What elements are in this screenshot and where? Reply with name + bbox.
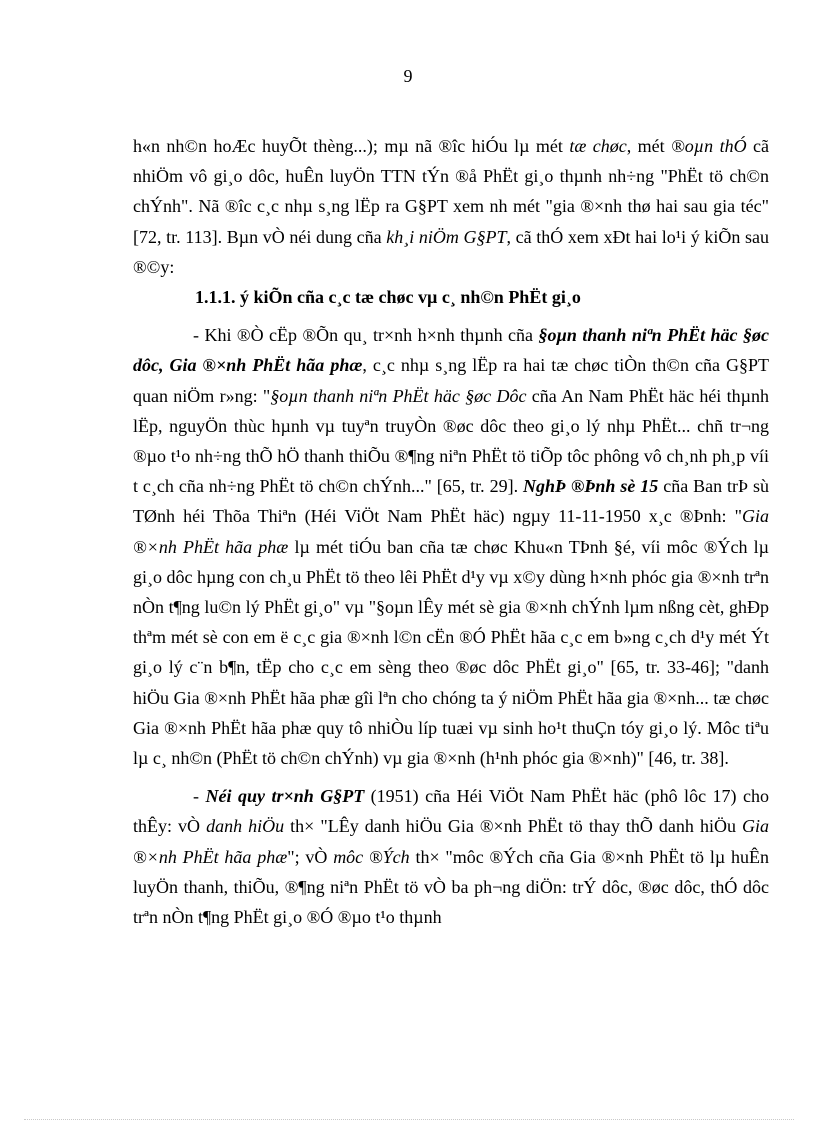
p2-bold-italic-1: Néi quy tr×nh G§PT (205, 786, 365, 807)
p1-text-2: , c¸c nhµ s¸ng lËp ra hai tæ chøc tiÒn th©n cña G§PT quan niÖm r»ng: " (133, 355, 770, 406)
p2-text-2: (1951) cña Héi ViÖt Nam PhËt häc (phô lôc 17) cho thÊy: vÒ (133, 786, 770, 837)
p1-text-1: - Khi ®Ò cËp ®Õn qu¸ tr×nh h×nh thµnh cña (193, 325, 539, 346)
p1-bold-italic-2: NghÞ ®Þnh sè 15 (523, 476, 659, 497)
p2-italic-1: danh hiÖu (206, 816, 285, 837)
intro-paragraph (133, 131, 769, 282)
intro-text-4: , cã thÓ xem xÐt hai lo¹i ý kiÕn sau ®©y: (133, 226, 769, 277)
intro-text-1: h«n nh©n hoÆc huyÕt thèng...); mµ nã ®îc hiÓu lµ mét (133, 136, 570, 156)
p2-text-4: "; vÒ (287, 846, 334, 867)
intro-text-2: , mét (626, 136, 672, 156)
p1-text-3: cña An Nam PhËt häc héi thµnh lËp, nguyÖn thùc hµnh vµ tuyªn truyÒn ®øc dôc theo gi¸o lý nhµ PhËt... chñ tr¬ng ®µo t¹o nh÷ng thÕ hÖ thanh thiÕu ®¶ng niªn PhËt tö tiÕp tôc phông vô ch¸nh ph¸p víi t c¸ch cña nh÷ng PhËt tö ch©n chÝnh..." [65, tr. 29]. (133, 385, 769, 497)
paragraph-2 (133, 781, 769, 932)
p2-italic-2: Gia ®×nh PhËt hãa phæ (133, 816, 769, 867)
p2-text-5: th× "môc ®Ých cña Gia ®×nh PhËt tö lµ huÊn luyÖn thanh, thiÕu, ®¶ng niªn PhËt tö vÒ ba ph¬ng diÖn: trÝ dôc, ®øc dôc, thÓ dôc trªn nÒn t¶ng PhËt gi¸o ®Ó ®µo t¹o thµnh (133, 846, 769, 928)
p2-italic-3: môc ®Ých (333, 846, 410, 867)
body-text (133, 131, 769, 932)
intro-text-3: cã nhiÖm vô gi¸o dôc, huÊn luyÖn TTN tÝn ®å PhËt gi¸o thµnh nh÷ng "PhËt tö ch©n chÝnh". Nã ®îc c¸c nhµ s¸ng lËp ra G§PT xem nh mét "gia ®×nh thø hai sau gia téc" [72, tr. 113]. Bµn vÒ néi dung cña (133, 136, 769, 247)
intro-italic-term-2: ®oµn thÓ (671, 136, 747, 156)
intro-italic-term-3: kh¸i niÖm G§PT (386, 226, 507, 247)
page-number: 9 (403, 66, 413, 86)
p1-text-4: cña Ban trÞ sù TØnh héi Thõa Thiªn (Héi ViÖt Nam PhËt häc) ngµy 11-11-1950 x¸c ®Þnh: " (133, 476, 769, 527)
paragraph-1 (133, 320, 769, 773)
intro-italic-term-1: tæ chøc (569, 136, 627, 156)
p1-bold-italic-1: §oµn thanh niªn PhËt häc §øc dôc, Gia ®×nh PhËt hãa phæ (133, 325, 769, 376)
page-bottom-divider (24, 1119, 794, 1120)
p2-text-1: - (193, 786, 206, 807)
section-heading: 1.1.1. ý kiÕn cña c¸c tæ chøc vµ c¸ nh©n PhËt gi¸o (195, 287, 581, 308)
p1-italic-2: Gia ®×nh PhËt hãa phæ (133, 506, 769, 557)
p1-text-5: lµ mét tiÓu ban cña tæ chøc Khu«n TÞnh §é, víi môc ®Ých lµ gi¸o dôc hµng con ch¸u PhËt tö theo lêi PhËt d¹y vµ x©y dùng h×nh phóc gia ®×nh trªn nÒn t¶ng lu©n lý PhËt gi¸o" vµ "§oµn lÊy mét sè gia ®×nh chÝnh lµm nßng cèt, ghÐp thªm mét sè con em ë c¸c gia ®×nh l©n cËn ®Ó PhËt hãa c¸c em b»ng c¸ch d¹y mét Ýt gi¸o lý c¨n b¶n, tËp cho c¸c em sèng theo ®øc dôc PhËt gi¸o" [65, tr. 33-46]; "danh hiÖu Gia ®×nh PhËt hãa phæ gîi lªn cho chóng ta ý niÖm PhËt hãa gia ®×nh... tæ chøc Gia ®×nh PhËt hãa phæ quy tô nhiÒu líp tuæi vµ sinh ho¹t thuÇn tóy gi¸o lý. Môc tiªu lµ c¸ nh©n (PhËt tö ch©n chÝnh) vµ gia ®×nh (h¹nh phóc gia ®×nh)" [46, tr. 38]. (133, 536, 769, 769)
p2-text-3: th× "LÊy danh hiÖu Gia ®×nh PhËt tö thay thÕ danh hiÖu (284, 816, 742, 837)
p1-italic-1: §oµn thanh niªn PhËt häc §øc Dôc (270, 385, 527, 406)
